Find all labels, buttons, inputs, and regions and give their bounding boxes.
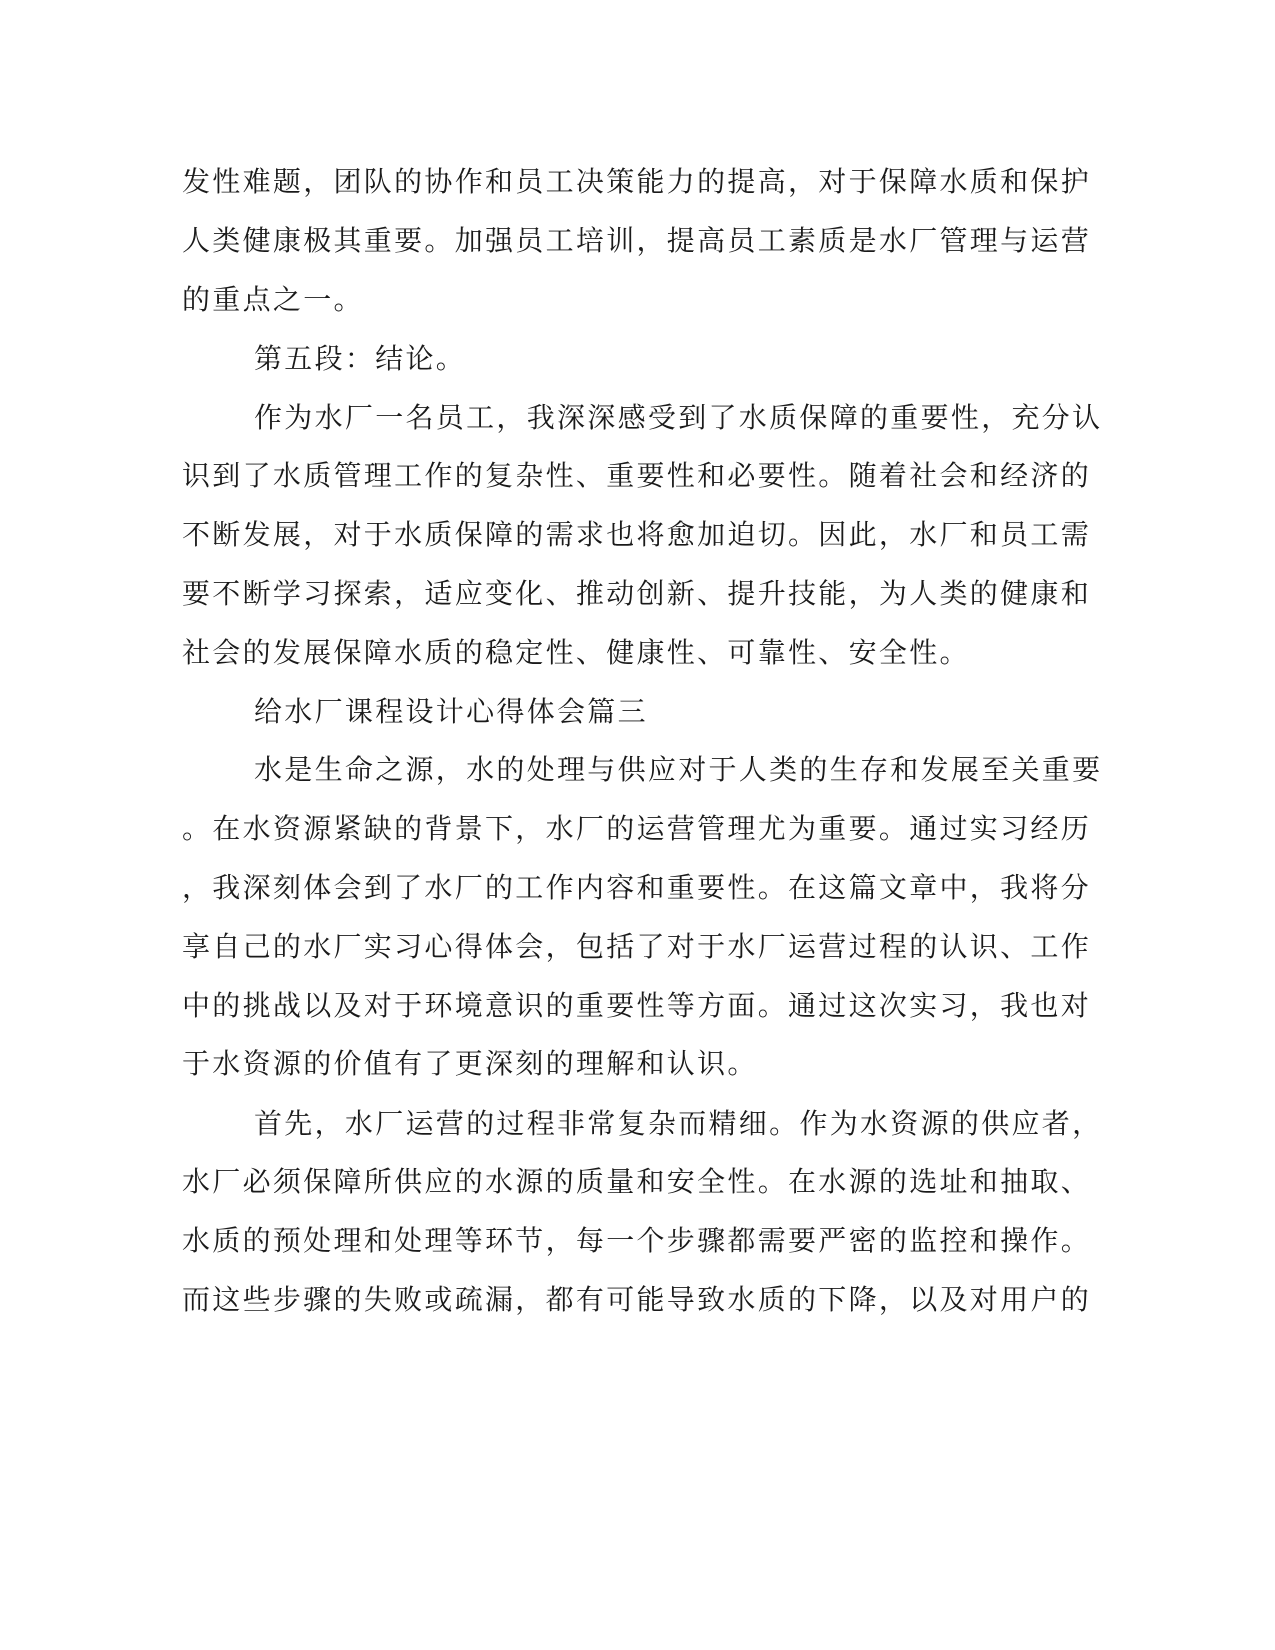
text-line: 人类健康极其重要。加强员工培训，提高员工素质是水厂管理与运营 — [182, 224, 1092, 257]
article-heading: 给水厂课程设计心得体会篇三 — [254, 695, 648, 728]
text-line: 社会的发展保障水质的稳定性、健康性、可靠性、安全性。 — [182, 636, 970, 669]
text-line: 要不断学习探索，适应变化、推动创新、提升技能，为人类的健康和 — [182, 577, 1092, 610]
text-line: 首先，水厂运营的过程非常复杂而精细。作为水资源的供应者， — [254, 1107, 1103, 1140]
section-heading: 第五段：结论。 — [254, 342, 467, 375]
text-line: ，我深刻体会到了水厂的工作内容和重要性。在这篇文章中，我将分 — [182, 871, 1092, 904]
text-line: 水是生命之源，水的处理与供应对于人类的生存和发展至关重要 — [254, 753, 1103, 786]
text-line: 水厂必须保障所供应的水源的质量和安全性。在水源的选址和抽取、 — [182, 1165, 1092, 1198]
text-line: 识到了水质管理工作的复杂性、重要性和必要性。随着社会和经济的 — [182, 459, 1092, 492]
text-line: 水质的预处理和处理等环节，每一个步骤都需要严密的监控和操作。 — [182, 1224, 1092, 1257]
text-line: 不断发展，对于水质保障的需求也将愈加迫切。因此，水厂和员工需 — [182, 518, 1092, 551]
text-line: 中的挑战以及对于环境意识的重要性等方面。通过这次实习，我也对 — [182, 989, 1092, 1022]
text-line: 而这些步骤的失败或疏漏，都有可能导致水质的下降，以及对用户的 — [182, 1283, 1092, 1316]
text-line: 享自己的水厂实习心得体会，包括了对于水厂运营过程的认识、工作 — [182, 930, 1092, 963]
text-line: 发性难题，团队的协作和员工决策能力的提高，对于保障水质和保护 — [182, 165, 1092, 198]
text-line: 于水资源的价值有了更深刻的理解和认识。 — [182, 1047, 758, 1080]
text-line: 作为水厂一名员工，我深深感受到了水质保障的重要性，充分认 — [254, 401, 1103, 434]
text-line: 。在水资源紧缺的背景下，水厂的运营管理尤为重要。通过实习经历 — [182, 812, 1092, 845]
text-line: 的重点之一。 — [182, 283, 364, 316]
